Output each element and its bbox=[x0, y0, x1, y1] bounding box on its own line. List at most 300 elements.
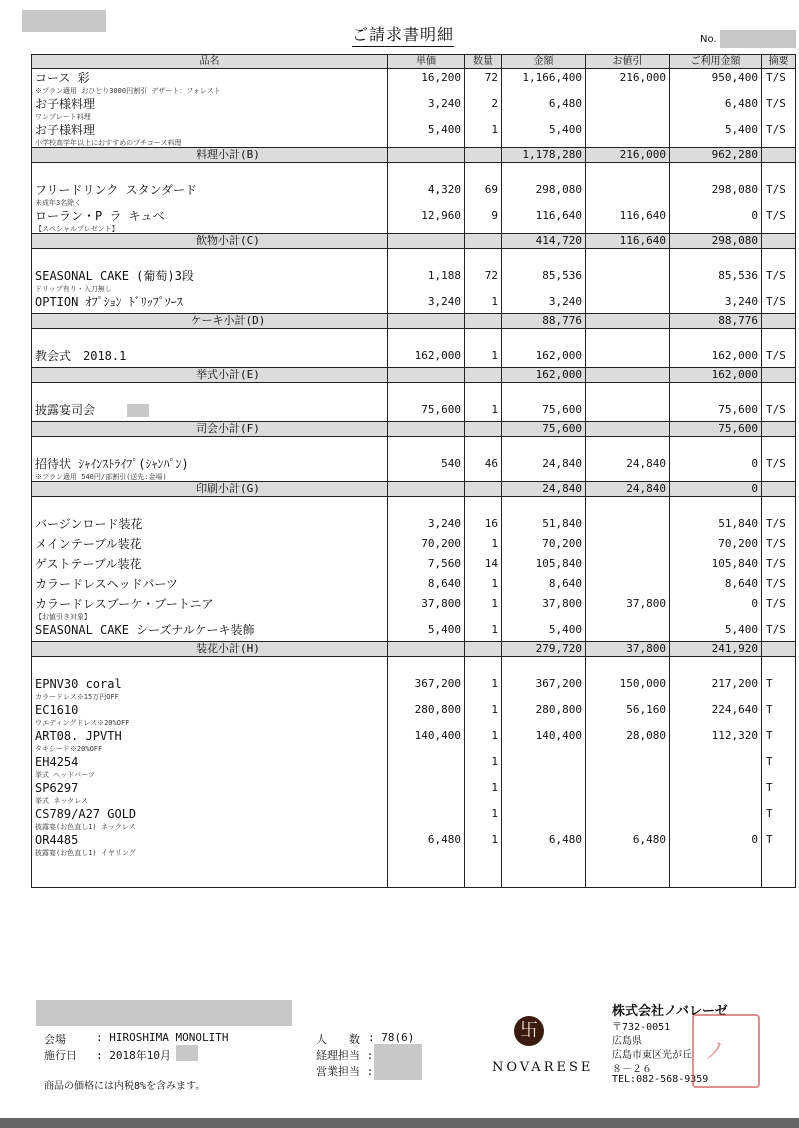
discount-cell bbox=[586, 121, 670, 148]
item-name: CS789/A27 GOLD bbox=[35, 807, 137, 821]
item-name: ART08. JPVTH bbox=[35, 729, 122, 743]
item-name: お子様料理 bbox=[35, 97, 96, 111]
amount-cell: 5,400 bbox=[502, 621, 586, 642]
subtotal-discount bbox=[586, 422, 670, 437]
amount-cell: 6,480 bbox=[502, 831, 586, 857]
amount-cell: 8,640 bbox=[502, 575, 586, 595]
amount-cell bbox=[502, 779, 586, 805]
item-name: 招待状 ｼｬｲﾝｽﾄﾗｲﾌﾟ(ｼｬﾝﾊﾟﾝ) bbox=[35, 457, 189, 471]
unit-price-cell: 75,600 bbox=[388, 401, 465, 422]
remarks-cell: T/S bbox=[762, 207, 796, 234]
used-amount-cell: 217,200 bbox=[670, 675, 762, 701]
remarks-cell: T/S bbox=[762, 293, 796, 314]
company-seal-stamp bbox=[692, 1014, 760, 1088]
table-row bbox=[32, 293, 796, 314]
remarks-cell: T/S bbox=[762, 401, 796, 422]
quantity-cell: 1 bbox=[465, 347, 502, 368]
unit-price-cell: 70,200 bbox=[388, 535, 465, 555]
spacer-cell bbox=[762, 497, 796, 516]
subtotal-label: 料理小計(B) bbox=[32, 148, 388, 163]
amount-cell: 1,166,400 bbox=[502, 69, 586, 96]
subtotal-empty-cell bbox=[762, 482, 796, 497]
item-name: ゲストテーブル装花 bbox=[35, 557, 142, 571]
unit-price-cell: 1,188 bbox=[388, 267, 465, 293]
date-label: 施行日 bbox=[44, 1049, 77, 1062]
remarks-cell: T bbox=[762, 701, 796, 727]
item-note: 小学校高学年以上におすすめのプチコース料理 bbox=[35, 139, 182, 147]
used-amount-cell: 298,080 bbox=[670, 181, 762, 207]
col-header-unit-price: 単価 bbox=[388, 55, 465, 69]
spacer-cell bbox=[670, 329, 762, 348]
unit-price-cell: 7,560 bbox=[388, 555, 465, 575]
item-note: ワンプレート料理 bbox=[35, 113, 91, 121]
item-name: お子様料理 bbox=[35, 123, 96, 137]
spacer-cell bbox=[670, 857, 762, 888]
spacer-cell bbox=[762, 329, 796, 348]
date-value: : 2018年10月 bbox=[96, 1049, 171, 1062]
amount-cell: 280,800 bbox=[502, 701, 586, 727]
amount-cell: 5,400 bbox=[502, 121, 586, 148]
amount-cell: 105,840 bbox=[502, 555, 586, 575]
bottom-bar bbox=[0, 1118, 799, 1128]
remarks-cell: T bbox=[762, 831, 796, 857]
subtotal-row bbox=[32, 642, 796, 657]
item-name: 教会式 2018.1 bbox=[35, 349, 127, 363]
unit-price-cell: 12,960 bbox=[388, 207, 465, 234]
remarks-cell: T/S bbox=[762, 621, 796, 642]
spacer-cell bbox=[32, 249, 388, 268]
spacer-cell bbox=[465, 163, 502, 182]
item-name-cell bbox=[32, 121, 388, 148]
quantity-cell: 2 bbox=[465, 95, 502, 121]
quantity-cell: 1 bbox=[465, 293, 502, 314]
subtotal-used-amount: 298,080 bbox=[670, 234, 762, 249]
subtotal-amount: 162,000 bbox=[502, 368, 586, 383]
item-note: ウエディングドレス※20%OFF bbox=[35, 719, 130, 727]
spacer-cell bbox=[586, 329, 670, 348]
spacer-cell bbox=[670, 163, 762, 182]
page-title: ご請求書明細 bbox=[352, 22, 454, 47]
used-amount-cell: 75,600 bbox=[670, 401, 762, 422]
unit-price-cell bbox=[388, 753, 465, 779]
spacer-row bbox=[32, 657, 796, 676]
spacer-cell bbox=[586, 249, 670, 268]
col-header-used-amount: ご利用金額 bbox=[670, 55, 762, 69]
table-row bbox=[32, 95, 796, 121]
item-name: SEASONAL CAKE (葡萄)3段 bbox=[35, 269, 194, 283]
spacer-cell bbox=[502, 383, 586, 402]
discount-cell: 116,640 bbox=[586, 207, 670, 234]
spacer-cell bbox=[762, 657, 796, 676]
quantity-cell: 1 bbox=[465, 535, 502, 555]
item-note: ※プラン適用 540円/部割引(送先:金場) bbox=[35, 473, 167, 481]
subtotal-amount: 88,776 bbox=[502, 314, 586, 329]
amount-cell bbox=[502, 805, 586, 831]
item-name-cell bbox=[32, 831, 388, 857]
amount-cell: 162,000 bbox=[502, 347, 586, 368]
item-name-cell bbox=[32, 779, 388, 805]
subtotal-amount: 1,178,280 bbox=[502, 148, 586, 163]
table-row bbox=[32, 267, 796, 293]
spacer-cell bbox=[586, 657, 670, 676]
novarese-logo-icon: 卐 bbox=[514, 1016, 544, 1046]
amount-cell: 51,840 bbox=[502, 515, 586, 535]
subtotal-empty-cell bbox=[762, 234, 796, 249]
company-address-2: 広島市東区光が丘 bbox=[612, 1050, 692, 1061]
unit-price-cell: 37,800 bbox=[388, 595, 465, 621]
subtotal-discount bbox=[586, 368, 670, 383]
discount-cell: 24,840 bbox=[586, 455, 670, 482]
col-header-discount: お値引 bbox=[586, 55, 670, 69]
item-name-cell bbox=[32, 575, 388, 595]
subtotal-empty-cell bbox=[388, 422, 465, 437]
item-name-cell bbox=[32, 95, 388, 121]
company-name: 株式会社ノバレーゼ bbox=[612, 1004, 728, 1019]
table-row bbox=[32, 753, 796, 779]
table-row bbox=[32, 727, 796, 753]
spacer-cell bbox=[586, 383, 670, 402]
subtotal-empty-cell bbox=[762, 642, 796, 657]
used-amount-cell bbox=[670, 753, 762, 779]
used-amount-cell: 0 bbox=[670, 831, 762, 857]
item-name-cell bbox=[32, 267, 388, 293]
item-note: 挙式 ネックレス bbox=[35, 797, 89, 805]
discount-cell bbox=[586, 805, 670, 831]
subtotal-label: 司会小計(F) bbox=[32, 422, 388, 437]
guests-value: : 78(6) bbox=[368, 1031, 415, 1044]
spacer-cell bbox=[32, 657, 388, 676]
sales-label: 営業担当 : bbox=[316, 1065, 374, 1078]
subtotal-label: 挙式小計(E) bbox=[32, 368, 388, 383]
subtotal-label: 装花小計(H) bbox=[32, 642, 388, 657]
company-postal: 〒732-0051 bbox=[612, 1022, 671, 1033]
used-amount-cell: 85,536 bbox=[670, 267, 762, 293]
quantity-cell: 69 bbox=[465, 181, 502, 207]
quantity-cell: 1 bbox=[465, 121, 502, 148]
remarks-cell: T/S bbox=[762, 347, 796, 368]
spacer-row bbox=[32, 383, 796, 402]
subtotal-row bbox=[32, 314, 796, 329]
amount-cell: 85,536 bbox=[502, 267, 586, 293]
subtotal-discount: 116,640 bbox=[586, 234, 670, 249]
discount-cell bbox=[586, 555, 670, 575]
subtotal-empty-cell bbox=[388, 368, 465, 383]
used-amount-cell: 162,000 bbox=[670, 347, 762, 368]
unit-price-cell bbox=[388, 805, 465, 831]
col-header-item: 品名 bbox=[32, 55, 388, 69]
used-amount-cell: 5,400 bbox=[670, 121, 762, 148]
subtotal-empty-cell bbox=[388, 234, 465, 249]
table-row bbox=[32, 207, 796, 234]
table-row bbox=[32, 69, 796, 96]
used-amount-cell bbox=[670, 805, 762, 831]
spacer-cell bbox=[465, 249, 502, 268]
subtotal-label: ケーキ小計(D) bbox=[32, 314, 388, 329]
subtotal-empty-cell bbox=[762, 314, 796, 329]
spacer-cell bbox=[388, 383, 465, 402]
amount-cell: 3,240 bbox=[502, 293, 586, 314]
spacer-cell bbox=[670, 249, 762, 268]
quantity-cell: 9 bbox=[465, 207, 502, 234]
spacer-cell bbox=[32, 857, 388, 888]
amount-cell: 298,080 bbox=[502, 181, 586, 207]
item-name: バージンロード装花 bbox=[35, 517, 143, 531]
used-amount-cell: 0 bbox=[670, 595, 762, 621]
quantity-cell: 16 bbox=[465, 515, 502, 535]
logo-text: NOVARESE bbox=[492, 1060, 594, 1075]
amount-cell: 116,640 bbox=[502, 207, 586, 234]
quantity-cell: 1 bbox=[465, 595, 502, 621]
table-row bbox=[32, 515, 796, 535]
quantity-cell: 1 bbox=[465, 575, 502, 595]
discount-cell: 6,480 bbox=[586, 831, 670, 857]
spacer-cell bbox=[465, 497, 502, 516]
discount-cell bbox=[586, 267, 670, 293]
subtotal-discount: 216,000 bbox=[586, 148, 670, 163]
col-header-remarks: 摘要 bbox=[762, 55, 796, 69]
item-name-cell bbox=[32, 293, 388, 314]
table-row bbox=[32, 535, 796, 555]
discount-cell bbox=[586, 95, 670, 121]
used-amount-cell: 70,200 bbox=[670, 535, 762, 555]
item-note: 挙式 ヘッドパーツ bbox=[35, 771, 95, 779]
spacer-cell bbox=[670, 497, 762, 516]
item-name-cell bbox=[32, 455, 388, 482]
remarks-cell: T/S bbox=[762, 535, 796, 555]
item-note: 披露宴(お色直し1) イヤリング bbox=[35, 849, 136, 857]
discount-cell: 216,000 bbox=[586, 69, 670, 96]
spacer-cell bbox=[502, 437, 586, 456]
used-amount-cell bbox=[670, 779, 762, 805]
spacer-cell bbox=[762, 857, 796, 888]
subtotal-amount: 414,720 bbox=[502, 234, 586, 249]
amount-cell: 140,400 bbox=[502, 727, 586, 753]
subtotal-empty-cell bbox=[465, 234, 502, 249]
unit-price-cell: 140,400 bbox=[388, 727, 465, 753]
unit-price-cell: 5,400 bbox=[388, 121, 465, 148]
item-note: ※プラン適用 おひとり3000円割引 デザート：フォレスト bbox=[35, 87, 221, 95]
remarks-cell: T/S bbox=[762, 515, 796, 535]
spacer-row bbox=[32, 857, 796, 888]
spacer-cell bbox=[388, 163, 465, 182]
quantity-cell: 1 bbox=[465, 805, 502, 831]
subtotal-row bbox=[32, 422, 796, 437]
spacer-cell bbox=[586, 163, 670, 182]
subtotal-empty-cell bbox=[388, 482, 465, 497]
tax-note: 商品の価格には内税8%を含みます。 bbox=[44, 1081, 206, 1092]
unit-price-cell: 540 bbox=[388, 455, 465, 482]
subtotal-row bbox=[32, 234, 796, 249]
spacer-cell bbox=[465, 437, 502, 456]
amount-cell: 367,200 bbox=[502, 675, 586, 701]
unit-price-cell: 5,400 bbox=[388, 621, 465, 642]
item-name: SP6297 bbox=[35, 781, 79, 795]
remarks-cell: T bbox=[762, 727, 796, 753]
redacted-date-suffix bbox=[127, 404, 149, 417]
spacer-cell bbox=[502, 163, 586, 182]
table-row bbox=[32, 701, 796, 727]
table-row bbox=[32, 575, 796, 595]
item-name: EC1610 bbox=[35, 703, 79, 717]
quantity-cell: 1 bbox=[465, 779, 502, 805]
spacer-cell bbox=[762, 437, 796, 456]
unit-price-cell: 367,200 bbox=[388, 675, 465, 701]
item-name-cell bbox=[32, 753, 388, 779]
subtotal-empty-cell bbox=[762, 422, 796, 437]
spacer-cell bbox=[586, 857, 670, 888]
unit-price-cell: 8,640 bbox=[388, 575, 465, 595]
subtotal-label: 飲物小計(C) bbox=[32, 234, 388, 249]
company-tel: TEL:082-568-9359 bbox=[612, 1074, 709, 1085]
unit-price-cell: 6,480 bbox=[388, 831, 465, 857]
discount-cell bbox=[586, 181, 670, 207]
stamp-glyph: ノ bbox=[704, 1039, 727, 1064]
spacer-cell bbox=[670, 437, 762, 456]
item-name-cell bbox=[32, 555, 388, 575]
used-amount-cell: 0 bbox=[670, 455, 762, 482]
item-name-cell bbox=[32, 181, 388, 207]
subtotal-discount: 37,800 bbox=[586, 642, 670, 657]
venue-label: 会場 bbox=[44, 1033, 66, 1046]
item-name-cell bbox=[32, 805, 388, 831]
item-name: カラードレスブーケ・ブートニア bbox=[35, 597, 214, 611]
spacer-row bbox=[32, 497, 796, 516]
subtotal-empty-cell bbox=[465, 422, 502, 437]
spacer-cell bbox=[32, 329, 388, 348]
table-row bbox=[32, 555, 796, 575]
spacer-cell bbox=[32, 163, 388, 182]
item-name: EPNV30 coral bbox=[35, 677, 122, 691]
subtotal-empty-cell bbox=[388, 642, 465, 657]
unit-price-cell: 162,000 bbox=[388, 347, 465, 368]
redacted-date-day bbox=[176, 1045, 198, 1061]
quantity-cell: 1 bbox=[465, 401, 502, 422]
table-row bbox=[32, 595, 796, 621]
item-name: コース 彩 bbox=[35, 71, 90, 85]
spacer-cell bbox=[465, 383, 502, 402]
spacer-cell bbox=[388, 857, 465, 888]
invoice-number-label: No. bbox=[700, 34, 717, 45]
company-address-3: ８－２６ bbox=[612, 1064, 652, 1075]
subtotal-used-amount: 241,920 bbox=[670, 642, 762, 657]
venue-value: : HIROSHIMA MONOLITH bbox=[96, 1031, 229, 1044]
spacer-cell bbox=[388, 497, 465, 516]
amount-cell: 6,480 bbox=[502, 95, 586, 121]
item-name: SEASONAL CAKE シーズナルケーキ装飾 bbox=[35, 623, 255, 637]
discount-cell bbox=[586, 347, 670, 368]
remarks-cell: T bbox=[762, 675, 796, 701]
item-name: EH4254 bbox=[35, 755, 79, 769]
spacer-cell bbox=[388, 249, 465, 268]
quantity-cell: 1 bbox=[465, 675, 502, 701]
remarks-cell: T/S bbox=[762, 121, 796, 148]
redacted-customer-name bbox=[36, 1000, 292, 1026]
quantity-cell: 1 bbox=[465, 701, 502, 727]
spacer-cell bbox=[670, 383, 762, 402]
subtotal-discount bbox=[586, 314, 670, 329]
discount-cell: 150,000 bbox=[586, 675, 670, 701]
guests-label: 人 数 bbox=[316, 1033, 360, 1046]
table-row bbox=[32, 621, 796, 642]
used-amount-cell: 950,400 bbox=[670, 69, 762, 96]
quantity-cell: 72 bbox=[465, 267, 502, 293]
item-name: メインテーブル装花 bbox=[35, 537, 142, 551]
used-amount-cell: 5,400 bbox=[670, 621, 762, 642]
spacer-row bbox=[32, 329, 796, 348]
remarks-cell: T/S bbox=[762, 181, 796, 207]
table-row bbox=[32, 675, 796, 701]
discount-cell bbox=[586, 753, 670, 779]
spacer-cell bbox=[586, 437, 670, 456]
discount-cell bbox=[586, 515, 670, 535]
discount-cell: 28,080 bbox=[586, 727, 670, 753]
item-name: フリードリンク スタンダード bbox=[35, 183, 198, 197]
unit-price-cell: 280,800 bbox=[388, 701, 465, 727]
subtotal-empty-cell bbox=[388, 148, 465, 163]
discount-cell bbox=[586, 779, 670, 805]
unit-price-cell bbox=[388, 779, 465, 805]
spacer-cell bbox=[465, 329, 502, 348]
used-amount-cell: 3,240 bbox=[670, 293, 762, 314]
redacted-invoice-number bbox=[720, 30, 796, 48]
item-name-cell bbox=[32, 621, 388, 642]
item-note: タキシード※20%OFF bbox=[35, 745, 103, 753]
item-name-cell bbox=[32, 69, 388, 96]
unit-price-cell: 16,200 bbox=[388, 69, 465, 96]
spacer-cell bbox=[762, 163, 796, 182]
subtotal-discount: 24,840 bbox=[586, 482, 670, 497]
subtotal-empty-cell bbox=[762, 368, 796, 383]
item-note: 披露宴(お色直し1) ネックレス bbox=[35, 823, 136, 831]
remarks-cell: T/S bbox=[762, 595, 796, 621]
unit-price-cell: 3,240 bbox=[388, 95, 465, 121]
amount-cell bbox=[502, 753, 586, 779]
quantity-cell: 1 bbox=[465, 727, 502, 753]
subtotal-row bbox=[32, 482, 796, 497]
amount-cell: 70,200 bbox=[502, 535, 586, 555]
item-name-cell bbox=[32, 727, 388, 753]
item-name-cell bbox=[32, 347, 388, 368]
subtotal-amount: 279,720 bbox=[502, 642, 586, 657]
amount-cell: 24,840 bbox=[502, 455, 586, 482]
subtotal-empty-cell bbox=[465, 482, 502, 497]
spacer-cell bbox=[762, 383, 796, 402]
subtotal-label: 印刷小計(G) bbox=[32, 482, 388, 497]
remarks-cell: T/S bbox=[762, 267, 796, 293]
manager-label: 経理担当 : bbox=[316, 1049, 374, 1062]
unit-price-cell: 3,240 bbox=[388, 515, 465, 535]
table-row bbox=[32, 805, 796, 831]
spacer-cell bbox=[388, 437, 465, 456]
subtotal-row bbox=[32, 148, 796, 163]
col-header-amount: 金額 bbox=[502, 55, 586, 69]
item-name-cell bbox=[32, 535, 388, 555]
discount-cell: 37,800 bbox=[586, 595, 670, 621]
redacted-header-left bbox=[22, 10, 106, 32]
remarks-cell: T bbox=[762, 779, 796, 805]
spacer-cell bbox=[32, 437, 388, 456]
remarks-cell: T bbox=[762, 805, 796, 831]
spacer-row bbox=[32, 249, 796, 268]
spacer-cell bbox=[670, 657, 762, 676]
spacer-cell bbox=[502, 249, 586, 268]
spacer-cell bbox=[32, 383, 388, 402]
spacer-cell bbox=[586, 497, 670, 516]
col-header-quantity: 数量 bbox=[465, 55, 502, 69]
used-amount-cell: 224,640 bbox=[670, 701, 762, 727]
remarks-cell: T/S bbox=[762, 555, 796, 575]
item-note: 【スペシャルプレゼント】 bbox=[35, 225, 119, 233]
